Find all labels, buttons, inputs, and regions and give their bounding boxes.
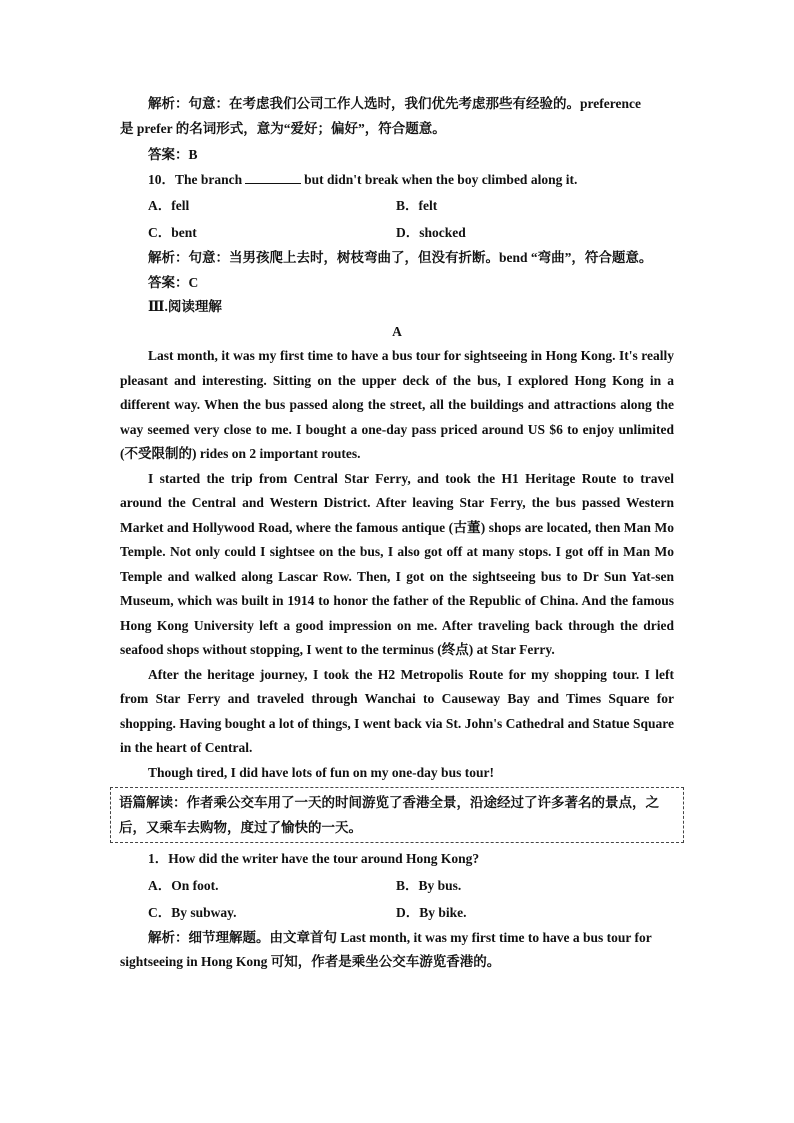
option-b: B．felt xyxy=(396,198,438,213)
passage-paragraph-3: After the heritage journey, I took the H2 Metropolis Route for my shopping tour. I left from Star Ferry and traveled through Wanchai to Causeway Bay and Times Square for shopping. Having bought a lot of things, I went back via St. John's Cathedral and Statue Square in the heart of Central. xyxy=(120,666,674,755)
passage-label: A xyxy=(392,323,402,339)
option-d: D．shocked xyxy=(396,225,466,240)
passage-paragraph-1: Last month, it was my first time to have a bus tour for sightseeing in Hong Kong. It's really pleasant and interesting. Sitting on the upper deck of the bus, I explored Hong Kong in a different way. When the bus passed along the street, all the buildings and attractions along the way seemed very close to me. I bought a one-day pass priced around US $6 to enjoy unlimited (不受限制的) rides on 2 important routes. xyxy=(120,348,674,461)
q1-option-a: A．On foot. xyxy=(148,877,219,893)
option-a: A．fell xyxy=(148,198,190,213)
question-10-suffix: but didn't break when the boy climbed along it. xyxy=(304,171,578,187)
passage-paragraph-2: I started the trip from Central Star Ferry, and took the H1 Heritage Route to travel around the Central and Western District. After leaving Star Ferry, the bus passed Western Market and Hollywood Road, where the famous antique (古董) shops are located, then Man Mo Temple. Not only could I sightsee on the bus, I also got off at many stops. I got off in Man Mo Temple and walked along Lascar Row. Then, I got on the sightseeing bus to Dr Sun Yat-sen Museum, which was built in 1914 to honor the father of the Republic of China. And the famous Hong Kong University left a good impression on me. After traveling back through the dried seafood shops without stopping, I went to the terminus (终点) at Star Ferry. xyxy=(120,470,674,657)
question-10-prefix: 10．The branch xyxy=(148,171,243,187)
answer-9: 答案：B xyxy=(148,147,198,162)
option-c: C．bent xyxy=(148,225,197,240)
section-title: Ⅲ.阅读理解 xyxy=(148,299,222,314)
analysis-9-line2: 是 prefer 的名词形式，意为“爱好；偏好”，符合题意。 xyxy=(120,120,446,136)
q1-option-b: B．By bus. xyxy=(396,877,462,893)
question-1-options-row1 xyxy=(120,872,674,899)
question-1-stem: 1．How did the writer have the tour around Hong Kong? xyxy=(148,851,480,866)
analysis-9-line1: 解析：句意：在考虑我们公司工作人选时，我们优先考虑那些有经验的。preference xyxy=(148,96,641,111)
q1-option-d: D．By bike. xyxy=(396,904,467,920)
document-page xyxy=(120,92,674,975)
passage-paragraph-4: Though tired, I did have lots of fun on my one-day bus tour! xyxy=(148,764,494,780)
analysis-10: 解析：句意：当男孩爬上去时，树枝弯曲了，但没有折断。bend “弯曲”，符合题意。 xyxy=(148,250,653,265)
analysis-q1-line2: sightseeing in Hong Kong 可知，作者是乘坐公交车游览香港的。 xyxy=(120,954,501,969)
answer-10: 答案：C xyxy=(148,274,199,290)
passage-note-box xyxy=(110,787,684,843)
passage-note: 语篇解读：作者乘公交车用了一天的时间游览了香港全景，沿途经过了许多著名的景点，之后，又乘车去购物，度过了愉快的一天。 xyxy=(119,795,659,835)
analysis-q1-line1: 解析：细节理解题。由文章首句 Last month, it was my first time to have a bus tour for xyxy=(148,929,652,945)
question-1-options-row2 xyxy=(120,899,674,926)
question-10-options-row2 xyxy=(120,219,674,246)
answer-blank xyxy=(245,169,301,184)
q1-option-c: C．By subway. xyxy=(148,904,237,920)
question-10 xyxy=(120,168,674,193)
question-10-options-row1 xyxy=(120,192,674,219)
